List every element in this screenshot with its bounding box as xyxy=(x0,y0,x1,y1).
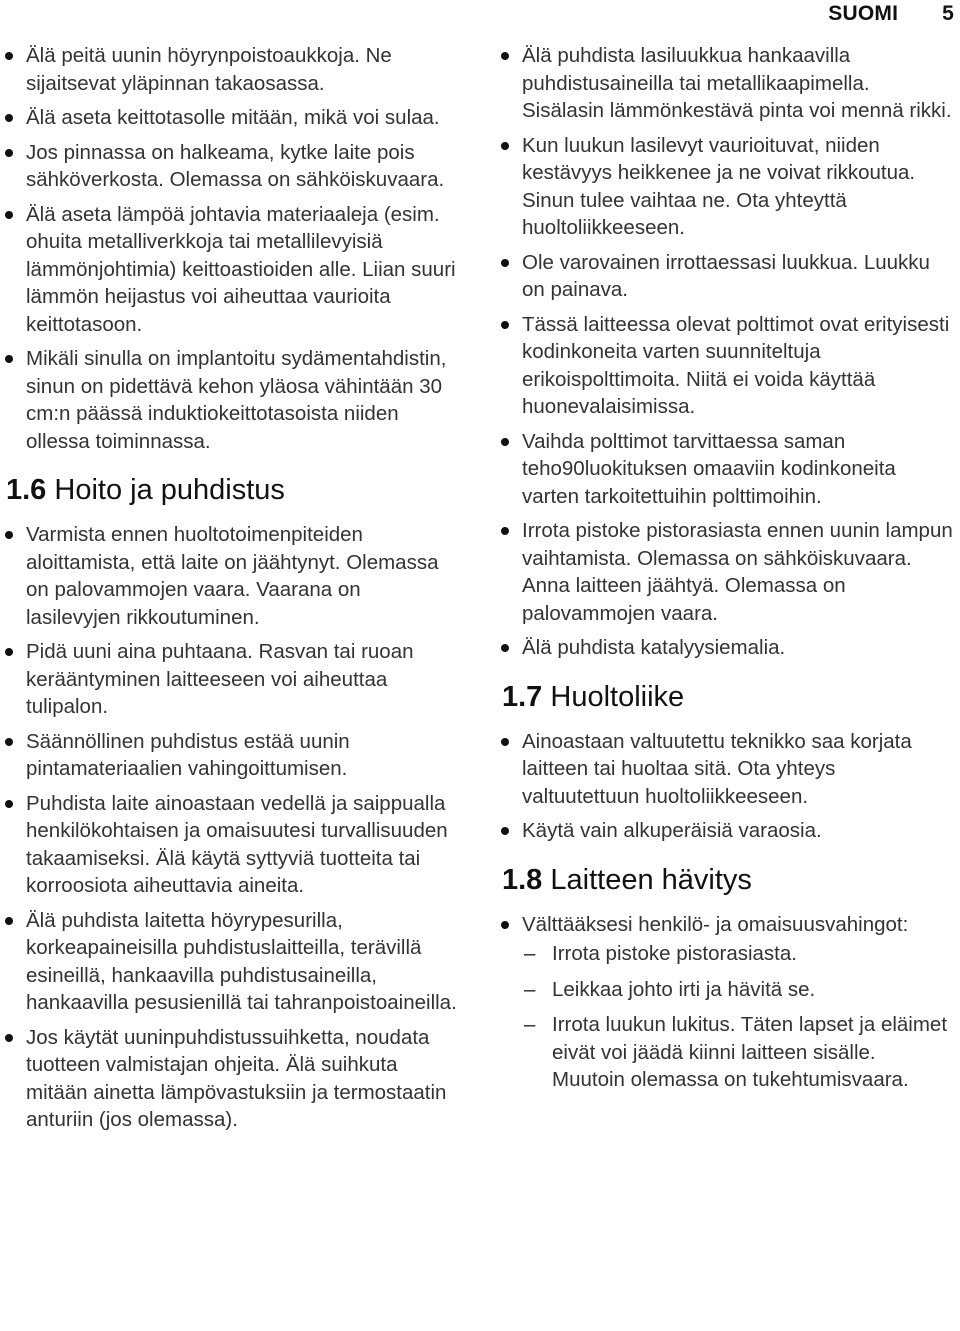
page-number: 5 xyxy=(942,2,954,25)
section-heading-service: 1.7 Huoltoliike xyxy=(502,680,685,713)
list-item: Älä aseta lämpöä johtavia materiaaleja (esim. ohuita metalliverkkoja tai metallilevyisiä lämmönjohtimia) keittoastioiden alle. Liian suuri lämmön heijastus voi aiheuttaa vaurioita keittotasoon. xyxy=(6,201,458,339)
bullet-icon xyxy=(5,211,13,219)
list-item: Mikäli sinulla on implantoitu sydämentahdistin, sinun on pidettävä kehon yläosa vähintään 30 cm:n päässä induktiokeittotasoista niiden ollessa toiminnassa. xyxy=(6,345,458,455)
disposal-list xyxy=(502,911,954,1094)
page-header xyxy=(828,2,954,26)
bullet-icon xyxy=(5,52,13,60)
list-item: Jos pinnassa on halkeama, kytke laite pois sähköverkosta. Olemassa on sähköiskuvaara. xyxy=(6,139,458,194)
dash-icon: – xyxy=(524,1013,536,1036)
list-item: Vaihda polttimot tarvittaessa saman teho90luokituksen omaaviin kodinkoneita varten tarkoitettuihin polttimoihin. xyxy=(502,428,954,511)
care-cleaning-list xyxy=(6,521,458,1134)
list-item: Varmista ennen huoltotoimenpiteiden aloittamista, että laite on jäähtynyt. Olemassa on palovammojen vaara. Vaarana on lasilevyjen rikkoutuminen. xyxy=(6,521,458,631)
bullet-icon xyxy=(501,827,509,835)
bullet-icon xyxy=(5,114,13,122)
list-item: Käytä vain alkuperäisiä varaosia. xyxy=(502,817,954,845)
list-item: Älä aseta keittotasolle mitään, mikä voi sulaa. xyxy=(6,104,458,132)
bullet-icon xyxy=(501,738,509,746)
list-item: Älä puhdista laitetta höyrypesurilla, korkeapaineisilla puhdistuslaitteilla, terävillä esineillä, hankaavilla puhdistusaineilla, hankaavilla pesusienillä tai tahranpoistoaineilla. xyxy=(6,907,458,1017)
list-item: Älä peitä uunin höyrynpoistoaukkoja. Ne sijaitsevat yläpinnan takaosassa. xyxy=(6,42,458,97)
bullet-icon xyxy=(501,259,509,267)
list-item: Pidä uuni aina puhtaana. Rasvan tai ruoan kerääntyminen laitteeseen voi aiheuttaa tulipalon. xyxy=(6,638,458,721)
bullet-icon xyxy=(5,917,13,925)
dash-icon: – xyxy=(524,942,536,965)
bullet-icon xyxy=(501,142,509,150)
list-item: Puhdista laite ainoastaan vedellä ja saippualla henkilökohtaisen ja omaisuutesi turvallisuuden takaamiseksi. Älä käytä syttyviä tuotteita tai korroosiota aiheuttavia aineita. xyxy=(6,790,458,900)
right-column xyxy=(502,42,954,1102)
list-item: Jos käytät uuninpuhdistussuihketta, noudata tuotteen valmistajan ohjeita. Älä suihkuta mitään ainetta lämpövastuksiin ja termostaatin anturiin (jos olemassa). xyxy=(6,1024,458,1134)
bullet-icon xyxy=(5,355,13,363)
language-label: SUOMI xyxy=(828,2,899,25)
service-list xyxy=(502,728,954,845)
list-item: Älä puhdista lasiluukkua hankaavilla puhdistusaineilla tai metallikaapimella. Sisälasin lämmönkestävä pinta voi mennä rikki. xyxy=(502,42,954,125)
left-column xyxy=(6,42,458,1141)
sublist-item: – Irrota luukun lukitus. Täten lapset ja eläimet eivät voi jäädä kiinni laitteen sisälle. Muutoin olemassa on tukehtumisvaara. xyxy=(524,1013,948,1091)
section-heading-care-cleaning: 1.6 Hoito ja puhdistus xyxy=(6,474,285,506)
bullet-icon xyxy=(5,800,13,808)
disposal-sublist xyxy=(522,940,954,1094)
bullet-icon xyxy=(501,321,509,329)
dash-icon: – xyxy=(524,977,536,1001)
safety-list-left xyxy=(6,42,458,455)
bullet-icon xyxy=(501,921,509,929)
list-item: Välttääksesi henkilö- ja omaisuusvahingot: – Irrota pistoke pistorasiasta. – Leikkaa johto irti ja hävitä se. – Irrota luukun lukitus. Täten lapset ja eläimet eivät voi jäädä kiinni laitteen sisälle. Muutoin olemassa on tukehtumisvaara. xyxy=(502,911,954,1094)
bullet-icon xyxy=(5,648,13,656)
section-heading-disposal: 1.8 Laitteen hävitys xyxy=(502,863,752,896)
safety-list-right xyxy=(502,42,954,662)
list-item: Ole varovainen irrottaessasi luukkua. Luukku on painava. xyxy=(502,249,954,304)
list-item: Kun luukun lasilevyt vaurioituvat, niiden kestävyys heikkenee ja ne voivat rikkoutua. Sinun tulee vaihtaa ne. Ota yhteyttä huoltoliikkeeseen. xyxy=(502,132,954,242)
bullet-icon xyxy=(5,1034,13,1042)
list-item: Älä puhdista katalyysiemalia. xyxy=(502,634,954,662)
list-item: Irrota pistoke pistorasiasta ennen uunin lampun vaihtamista. Olemassa on sähköiskuvaara. Anna laitteen jäähtyä. Olemassa on palovammojen vaara. xyxy=(502,517,954,627)
sublist-item: – Leikkaa johto irti ja hävitä se. xyxy=(522,976,954,1004)
bullet-icon xyxy=(501,52,509,60)
bullet-icon xyxy=(5,149,13,157)
bullet-icon xyxy=(501,644,509,652)
sublist-item: – Irrota pistoke pistorasiasta. xyxy=(522,940,954,968)
list-item: Ainoastaan valtuutettu teknikko saa korjata laitteen tai huoltaa sitä. Ota yhteys valtuutettuun huoltoliikkeeseen. xyxy=(502,728,954,811)
bullet-icon xyxy=(5,531,13,539)
list-item: Säännöllinen puhdistus estää uunin pintamateriaalien vahingoittumisen. xyxy=(6,728,458,783)
bullet-icon xyxy=(5,738,13,746)
list-item: Tässä laitteessa olevat polttimot ovat erityisesti kodinkoneita varten suunniteltuja erikoispolttimoita. Niitä ei voida käyttää huonevalaisimissa. xyxy=(502,311,954,421)
bullet-icon xyxy=(501,438,509,446)
bullet-icon xyxy=(501,527,509,535)
